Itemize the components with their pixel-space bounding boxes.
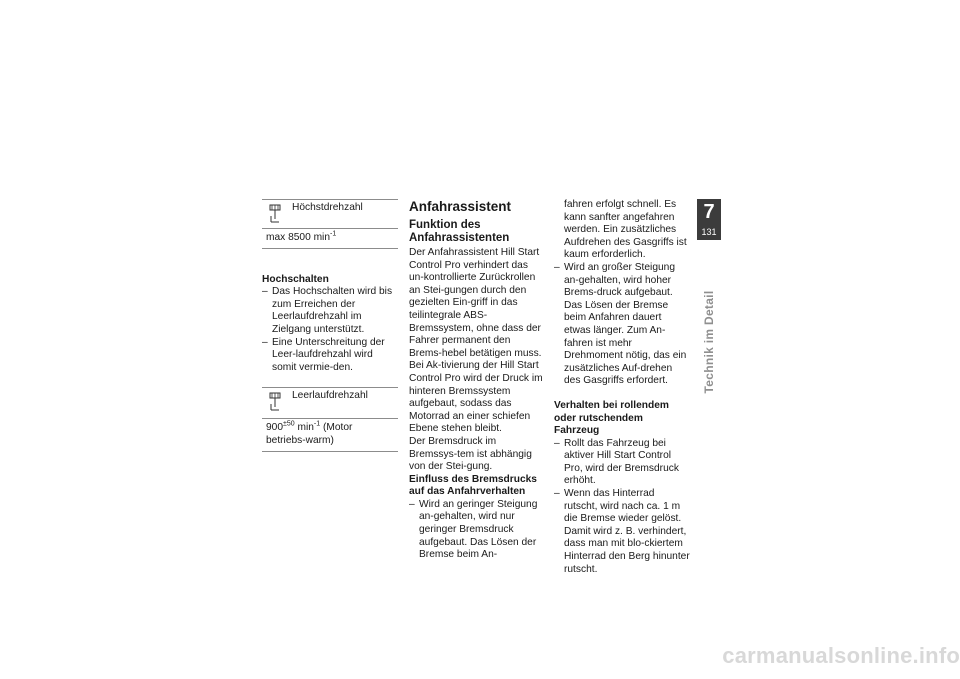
list-item: – Wird an geringer Steigung an-gehalten, wird nur geringer Bremsdruck aufgebaut. Das Lösen der Bremse beim An- <box>409 499 545 562</box>
rollend-list <box>554 438 690 577</box>
spec-value: $900^{\pm 50}$ $\min^{-1}$ (Motor betriebs-warm) <box>266 420 353 446</box>
list-item: – Rollt das Fahrzeug bei aktiver Hill Start Control Pro, wird der Bremsdruck erhöht. <box>554 438 690 488</box>
tachometer-icon <box>269 392 281 412</box>
bremsdruck-list <box>409 499 545 562</box>
list-item: – Wird an großer Steigung an-gehalten, wird hoher Brems-druck aufgebaut. Das Lösen der Bremse beim Anfahren dauert etwas länger. Zum An-fahren ist mehr Drehmoment nötig, das ein zusätzliches Auf-drehen des Gasgriffs erfordert. <box>554 262 690 388</box>
column-2 <box>409 199 545 562</box>
paragraph-continued: fahren erfolgt schnell. Es kann sanfter angefahren werden. Ein zusätzliches Aufdrehen des Gasgriffs ist kaum erforderlich. <box>564 199 687 261</box>
column-1 <box>262 199 398 465</box>
spec-value: max 8500 $\min^{-1}$ <box>266 230 337 243</box>
tachometer-icon <box>269 204 281 224</box>
column-3 <box>554 199 690 576</box>
section-title-hochschalten: Hochschalten <box>262 273 329 285</box>
section-title-rollend: Verhalten bei rollendem oder rutschendem Fahrzeug <box>554 399 669 437</box>
page-title: Anfahrassistent <box>409 199 512 214</box>
list-item: – Wenn das Hinterrad rutscht, wird nach ca. 1 m die Bremse wieder gelöst. Damit wird z. B. verhindert, dass man mit blo-ckiertem Hinterrad den Berg hinunter rutscht. <box>554 488 690 576</box>
chapter-tab <box>697 199 721 240</box>
spec-label: Höchstdrehzahl <box>292 202 363 213</box>
subsection-title: Funktion des Anfahrassistenten <box>409 219 510 244</box>
list-item: – Eine Unterschreitung der Leer-laufdrehzahl wird somit vermie-den. <box>262 337 398 375</box>
spec-box-max-rpm <box>262 199 398 249</box>
chapter-title-vertical: Technik im Detail <box>702 290 716 394</box>
list-item: – Das Hochschalten wird bis zum Erreichen der Leerlaufdrehzahl im Zielgang unterstützt. <box>262 286 398 336</box>
spec-box-header <box>262 200 398 229</box>
hochschalten-list <box>262 286 398 374</box>
spec-box-idle-rpm <box>262 387 398 451</box>
steigung-list <box>554 262 690 388</box>
section-title-bremsdruck: Einfluss des Bremsdrucks auf das Anfahrverhalten <box>409 473 537 498</box>
paragraph: Der Anfahrassistent Hill Start Control Pro verhindert das un-kontrollierte Zurückrollen an Stei-gungen durch den gezielten Ein-griff in das teilintegrale ABS-Bremssystem, ohne dass der Fahrer permanent den Brems-hebel betätigen muss. Bei Ak-tivierung der Hill Start Control Pro wird der Druck im hinteren Bremssystem aufgebaut, sodass das Motorrad an einer schiefen Ebene stehen bleibt. <box>409 247 543 435</box>
page-number: 131 <box>701 227 717 237</box>
paragraph: Der Bremsdruck im Bremssys-tem ist abhängig von der Stei-gung. <box>409 435 532 473</box>
spec-box-header <box>262 388 398 419</box>
chapter-number: 7 <box>703 201 715 223</box>
spec-label: Leerlaufdrehzahl <box>292 390 368 402</box>
watermark: carmanualsonline.info <box>722 643 960 668</box>
